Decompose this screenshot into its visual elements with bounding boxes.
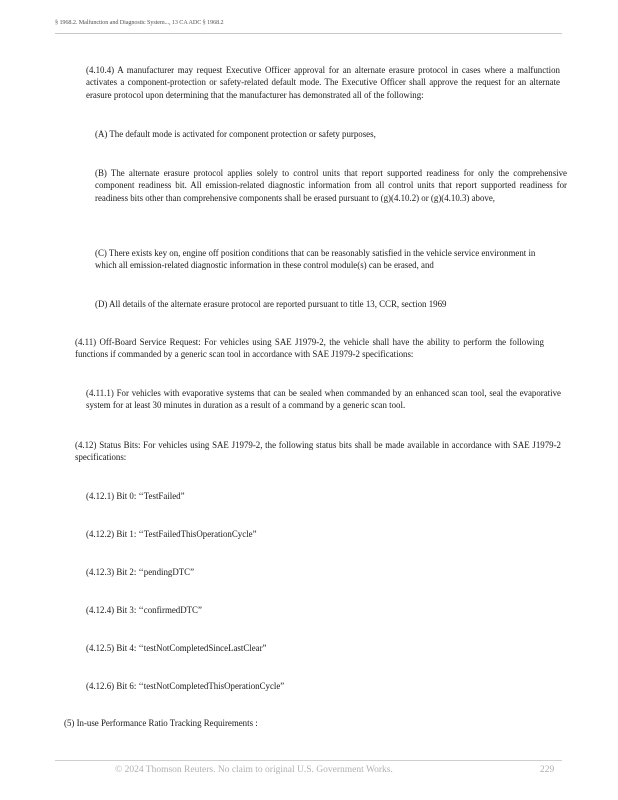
- footer-divider: [55, 760, 562, 761]
- paragraph-d: (D) All details of the alternate erasure protocol are reported pursuant to title 13, CCR, section 1969: [95, 299, 447, 309]
- status-bit-item: (4.12.6) Bit 6: ‘‘testNotCompletedThisOperationCycle”: [86, 681, 285, 691]
- paragraph-4-11: (4.11) Off-Board Service Request: For vehicles using SAE J1979-2, the vehicle shall have the ability to perform the following functions if commanded by a generic scan tool in accordance with SAE J1979-2 specifications:: [75, 337, 544, 360]
- paragraph-c: (C) There exists key on, engine off position conditions that can be reasonably satisfied in the vehicle service environment in which all emission-related diagnostic information in these control module(s) can be erased, and: [95, 248, 536, 271]
- header-divider: [55, 33, 562, 34]
- status-bit-item: (4.12.1) Bit 0: ‘‘TestFailed”: [86, 491, 185, 501]
- document-title: § 1968.2. Malfunction and Diagnostic System..., 13 CA ADC § 1968.2: [55, 19, 224, 26]
- paragraph-4-10-4: (4.10.4) A manufacturer may request Executive Officer approval for an alternate erasure protocol in cases where a malfunction activates a component-protection or safety-related default mode. The Executive Officer shall approve the request for an alternate erasure protocol upon determining that the manufacturer has demonstrated all of the following:: [86, 65, 560, 100]
- status-bit-item: (4.12.3) Bit 2: ‘‘pendingDTC”: [86, 567, 195, 577]
- paragraph-b: (B) The alternate erasure protocol applies solely to control units that report supported readiness for only the comprehensive component readiness bit. All emission-related diagnostic information from all control units that report supported readiness for readiness bits other than comprehensive components shall be erased pursuant to (g)(4.10.2) or (g)(4.10.3) above,: [95, 168, 567, 203]
- copyright-notice: © 2024 Thomson Reuters. No claim to original U.S. Government Works.: [115, 765, 393, 775]
- paragraph-5: (5) In-use Performance Ratio Tracking Requirements :: [64, 718, 258, 728]
- paragraph-4-11-1: (4.11.1) For vehicles with evaporative systems that can be sealed when commanded by an enhanced scan tool, seal the evaporative system for at least 30 minutes in duration as a result of a command by a generic scan tool.: [86, 388, 561, 411]
- paragraph-4-12: (4.12) Status Bits: For vehicles using SAE J1979-2, the following status bits shall be made available in accordance with SAE J1979-2 specifications:: [75, 440, 561, 463]
- page-number: 229: [540, 765, 555, 775]
- status-bit-item: (4.12.4) Bit 3: ‘‘confirmedDTC”: [86, 605, 202, 615]
- status-bit-item: (4.12.2) Bit 1: ‘‘TestFailedThisOperationCycle”: [86, 529, 257, 539]
- paragraph-a: (A) The default mode is activated for component protection or safety purposes,: [95, 129, 376, 139]
- status-bit-item: (4.12.5) Bit 4: ‘‘testNotCompletedSinceLastClear”: [86, 643, 267, 653]
